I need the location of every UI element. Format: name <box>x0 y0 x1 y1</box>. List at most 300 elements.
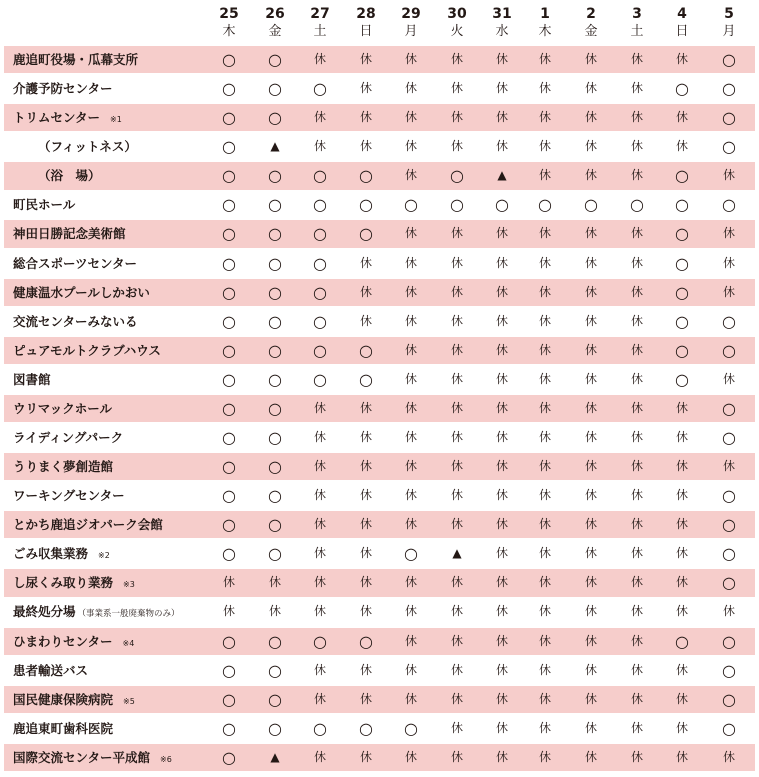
closed-status-text: 休 <box>359 604 372 619</box>
facility-name: 交流センターみないる <box>13 313 138 329</box>
weekday-label: 火 <box>450 24 464 39</box>
open-status-icon: ○ <box>313 282 327 302</box>
closed-status-text: 休 <box>450 488 463 503</box>
open-status-icon: ○ <box>722 486 736 506</box>
closed-status-text: 休 <box>538 430 551 445</box>
day-header <box>662 0 702 40</box>
closed-status-text: 休 <box>584 110 597 125</box>
day-header <box>571 0 611 40</box>
closed-status-text: 休 <box>538 546 551 561</box>
closed-status-text: 休 <box>313 488 326 503</box>
closed-status-text: 休 <box>450 749 463 764</box>
day-number: 25 <box>219 6 239 22</box>
closed-status-text: 休 <box>630 604 643 619</box>
closed-status-text: 休 <box>404 488 417 503</box>
closed-status-text: 休 <box>584 52 597 66</box>
table-row <box>4 598 755 625</box>
closed-status-text: 休 <box>495 110 508 125</box>
open-status-icon: ○ <box>268 486 282 506</box>
partial-status-icon: ▲ <box>270 139 280 154</box>
closed-status-text: 休 <box>495 662 508 677</box>
closed-status-text: 休 <box>584 720 597 735</box>
table-row <box>4 250 755 277</box>
closed-status-text: 休 <box>404 430 417 445</box>
closed-status-text: 休 <box>630 168 643 183</box>
closed-status-text: 休 <box>495 575 508 590</box>
day-header <box>209 0 249 40</box>
table-row <box>4 133 755 160</box>
open-status-icon: ○ <box>313 369 327 389</box>
table-row <box>4 104 755 131</box>
open-status-icon: ○ <box>222 631 236 651</box>
open-status-icon: ○ <box>222 544 236 564</box>
closed-status-text: 休 <box>404 284 417 299</box>
closed-status-text: 休 <box>450 226 463 241</box>
closed-status-text: 休 <box>268 575 281 590</box>
closed-status-text: 休 <box>495 81 508 96</box>
facility-label <box>13 395 112 422</box>
open-status-icon: ○ <box>450 166 464 186</box>
closed-status-text: 休 <box>630 488 643 503</box>
closed-status-text: 休 <box>450 517 463 532</box>
facility-label <box>13 104 122 131</box>
open-status-icon: ○ <box>268 428 282 448</box>
closed-status-text: 休 <box>404 52 417 66</box>
closed-status-text: 休 <box>630 81 643 96</box>
closed-status-text: 休 <box>495 633 508 648</box>
closed-status-text: 休 <box>722 604 735 619</box>
facility-label <box>13 424 123 451</box>
open-status-icon: ○ <box>222 79 236 99</box>
closed-status-text: 休 <box>538 633 551 648</box>
partial-status-icon: ▲ <box>270 749 280 764</box>
closed-status-text: 休 <box>675 604 688 619</box>
closed-status-text: 休 <box>675 749 688 764</box>
open-status-icon: ○ <box>222 166 236 186</box>
open-status-icon: ○ <box>222 689 236 709</box>
closed-status-text: 休 <box>495 488 508 503</box>
open-status-icon: ○ <box>268 108 282 128</box>
facility-label <box>13 686 135 713</box>
closed-status-text: 休 <box>630 662 643 677</box>
open-status-icon: ○ <box>313 195 327 215</box>
closed-status-text: 休 <box>584 430 597 445</box>
closed-status-text: 休 <box>404 226 417 241</box>
open-status-icon: ○ <box>222 311 236 331</box>
closed-status-text: 休 <box>359 81 372 96</box>
facility-label <box>13 250 137 277</box>
closed-status-text: 休 <box>675 517 688 532</box>
facility-schedule-table <box>4 46 755 773</box>
open-status-icon: ○ <box>722 137 736 157</box>
open-status-icon: ○ <box>268 195 282 215</box>
table-row <box>4 279 755 306</box>
closed-status-text: 休 <box>313 604 326 619</box>
open-status-icon: ○ <box>313 166 327 186</box>
closed-status-text: 休 <box>722 255 735 270</box>
table-row <box>4 366 755 393</box>
closed-status-text: 休 <box>584 342 597 357</box>
open-status-icon: ○ <box>222 398 236 418</box>
table-row <box>4 337 755 364</box>
open-status-icon: ○ <box>222 428 236 448</box>
closed-status-text: 休 <box>359 313 372 328</box>
facility-label <box>13 337 161 364</box>
open-status-icon: ○ <box>722 428 736 448</box>
open-status-icon: ○ <box>222 108 236 128</box>
closed-status-text: 休 <box>495 313 508 328</box>
closed-status-text: 休 <box>450 139 463 154</box>
closed-status-text: 休 <box>538 342 551 357</box>
facility-label <box>38 133 137 160</box>
footnote-marker: ※1 <box>110 115 122 125</box>
closed-status-text: 休 <box>404 517 417 532</box>
open-status-icon: ○ <box>222 369 236 389</box>
facility-label <box>13 540 110 567</box>
open-status-icon: ○ <box>268 224 282 244</box>
closed-status-text: 休 <box>359 52 372 66</box>
open-status-icon: ○ <box>359 166 373 186</box>
day-header <box>482 0 522 40</box>
closed-status-text: 休 <box>495 284 508 299</box>
table-row <box>4 191 755 218</box>
closed-status-text: 休 <box>538 81 551 96</box>
closed-status-text: 休 <box>584 488 597 503</box>
table-row <box>4 308 755 335</box>
facility-name: 患者輸送バス <box>13 662 89 678</box>
closed-status-text: 休 <box>450 342 463 357</box>
open-status-icon: ○ <box>268 369 282 389</box>
closed-status-text: 休 <box>675 52 688 66</box>
open-status-icon: ○ <box>722 398 736 418</box>
closed-status-text: 休 <box>722 459 735 474</box>
facility-name: ライディングパーク <box>13 430 124 446</box>
closed-status-text: 休 <box>630 546 643 561</box>
table-row <box>4 482 755 509</box>
closed-status-text: 休 <box>450 313 463 328</box>
closed-status-text: 休 <box>495 52 508 66</box>
closed-status-text: 休 <box>584 604 597 619</box>
open-status-icon: ○ <box>495 195 509 215</box>
closed-status-text: 休 <box>630 720 643 735</box>
closed-status-text: 休 <box>313 749 326 764</box>
open-status-icon: ○ <box>222 747 236 767</box>
facility-name: うりまく夢創造館 <box>13 459 114 475</box>
closed-status-text: 休 <box>450 633 463 648</box>
open-status-icon: ○ <box>222 457 236 477</box>
facility-label <box>13 598 180 625</box>
closed-status-text: 休 <box>675 575 688 590</box>
facility-label <box>13 308 138 335</box>
closed-status-text: 休 <box>313 575 326 590</box>
weekday-label: 木 <box>222 24 236 39</box>
facility-name: 町民ホール <box>13 197 76 213</box>
facility-label <box>13 482 125 509</box>
facility-label <box>13 75 113 102</box>
closed-status-text: 休 <box>404 139 417 154</box>
open-status-icon: ○ <box>222 282 236 302</box>
open-status-icon: ○ <box>268 660 282 680</box>
open-status-icon: ○ <box>268 50 282 69</box>
open-status-icon: ○ <box>222 340 236 360</box>
closed-status-text: 休 <box>450 662 463 677</box>
open-status-icon: ○ <box>675 631 689 651</box>
facility-subnote: （事業系一般廃棄物のみ） <box>77 609 180 620</box>
closed-status-text: 休 <box>359 430 372 445</box>
footnote-marker: ※2 <box>98 551 110 561</box>
facility-name: トリムセンター <box>13 110 101 126</box>
facility-name: 国際交流センター平成館 <box>13 749 151 765</box>
closed-status-text: 休 <box>722 168 735 183</box>
closed-status-text: 休 <box>538 139 551 154</box>
open-status-icon: ○ <box>268 544 282 564</box>
closed-status-text: 休 <box>495 255 508 270</box>
table-row <box>4 46 755 73</box>
closed-status-text: 休 <box>630 691 643 706</box>
closed-status-text: 休 <box>675 662 688 677</box>
weekday-label: 月 <box>404 24 418 39</box>
open-status-icon: ○ <box>630 195 644 215</box>
open-status-icon: ○ <box>722 631 736 651</box>
day-number: 27 <box>310 6 330 22</box>
closed-status-text: 休 <box>538 284 551 299</box>
closed-status-text: 休 <box>630 749 643 764</box>
weekday-label: 月 <box>722 24 736 39</box>
closed-status-text: 休 <box>404 400 417 415</box>
open-status-icon: ○ <box>268 340 282 360</box>
table-row <box>4 75 755 102</box>
closed-status-text: 休 <box>359 517 372 532</box>
closed-status-text: 休 <box>630 517 643 532</box>
open-status-icon: ○ <box>359 195 373 215</box>
closed-status-text: 休 <box>584 371 597 386</box>
facility-name: 鹿追町役場・瓜幕支所 <box>13 52 139 67</box>
closed-status-text: 休 <box>630 313 643 328</box>
weekday-label: 土 <box>630 24 644 39</box>
closed-status-text: 休 <box>538 575 551 590</box>
day-number: 3 <box>632 6 642 22</box>
closed-status-text: 休 <box>359 488 372 503</box>
closed-status-text: 休 <box>538 459 551 474</box>
facility-label <box>38 162 101 189</box>
closed-status-text: 休 <box>495 139 508 154</box>
closed-status-text: 休 <box>630 575 643 590</box>
closed-status-text: 休 <box>722 371 735 386</box>
open-status-icon: ○ <box>268 79 282 99</box>
open-status-icon: ○ <box>222 195 236 215</box>
closed-status-text: 休 <box>450 371 463 386</box>
open-status-icon: ○ <box>722 689 736 709</box>
closed-status-text: 休 <box>359 691 372 706</box>
table-row <box>4 569 755 596</box>
closed-status-text: 休 <box>359 255 372 270</box>
closed-status-text: 休 <box>584 81 597 96</box>
closed-status-text: 休 <box>450 81 463 96</box>
closed-status-text: 休 <box>495 400 508 415</box>
facility-label <box>13 511 163 538</box>
footnote-marker: ※5 <box>123 696 135 706</box>
table-row <box>4 715 755 742</box>
closed-status-text: 休 <box>538 371 551 386</box>
open-status-icon: ○ <box>722 108 736 128</box>
closed-status-text: 休 <box>584 168 597 183</box>
closed-status-text: 休 <box>495 430 508 445</box>
day-header <box>255 0 295 40</box>
closed-status-text: 休 <box>538 110 551 125</box>
closed-status-text: 休 <box>359 749 372 764</box>
open-status-icon: ○ <box>675 340 689 360</box>
closed-status-text: 休 <box>495 604 508 619</box>
date-header <box>0 0 759 46</box>
closed-status-text: 休 <box>722 749 735 764</box>
closed-status-text: 休 <box>268 604 281 619</box>
closed-status-text: 休 <box>630 430 643 445</box>
day-header <box>391 0 431 40</box>
table-row <box>4 628 755 655</box>
closed-status-text: 休 <box>359 575 372 590</box>
weekday-label: 土 <box>313 24 327 39</box>
day-number: 5 <box>724 6 734 22</box>
closed-status-text: 休 <box>584 691 597 706</box>
facility-name: 総合スポーツセンター <box>13 255 138 271</box>
closed-status-text: 休 <box>538 255 551 270</box>
closed-status-text: 休 <box>584 517 597 532</box>
open-status-icon: ○ <box>675 369 689 389</box>
day-number: 28 <box>356 6 376 22</box>
footnote-marker: ※4 <box>122 638 135 648</box>
closed-status-text: 休 <box>584 226 597 241</box>
facility-name: 国民健康保険病院 <box>13 691 114 707</box>
closed-status-text: 休 <box>584 313 597 328</box>
open-status-icon: ○ <box>675 79 689 99</box>
facility-name: 介護予防センター <box>13 81 113 97</box>
closed-status-text: 休 <box>495 749 508 764</box>
day-header <box>300 0 340 40</box>
closed-status-text: 休 <box>450 284 463 299</box>
open-status-icon: ○ <box>222 50 236 69</box>
open-status-icon: ○ <box>722 340 736 360</box>
closed-status-text: 休 <box>359 110 372 125</box>
open-status-icon: ○ <box>722 50 736 69</box>
open-status-icon: ○ <box>313 718 327 738</box>
open-status-icon: ○ <box>268 631 282 651</box>
open-status-icon: ○ <box>268 166 282 186</box>
weekday-label: 日 <box>359 24 373 39</box>
footnote-marker: ※3 <box>123 580 135 590</box>
open-status-icon: ○ <box>313 253 327 273</box>
closed-status-text: 休 <box>630 284 643 299</box>
closed-status-text: 休 <box>584 633 597 648</box>
open-status-icon: ○ <box>268 398 282 418</box>
facility-name: ウリマックホール <box>13 400 113 416</box>
open-status-icon: ○ <box>450 195 464 215</box>
closed-status-text: 休 <box>538 604 551 619</box>
facility-name: （浴 場） <box>38 168 101 184</box>
closed-status-text: 休 <box>675 430 688 445</box>
facility-label <box>13 569 135 596</box>
day-header <box>709 0 749 40</box>
open-status-icon: ○ <box>222 253 236 273</box>
facility-label <box>13 453 113 480</box>
closed-status-text: 休 <box>495 342 508 357</box>
closed-status-text: 休 <box>675 110 688 125</box>
open-status-icon: ○ <box>359 340 373 360</box>
closed-status-text: 休 <box>450 720 463 735</box>
closed-status-text: 休 <box>404 691 417 706</box>
facility-label <box>13 657 88 684</box>
closed-status-text: 休 <box>584 749 597 764</box>
weekday-label: 日 <box>675 24 689 39</box>
closed-status-text: 休 <box>495 720 508 735</box>
closed-status-text: 休 <box>675 691 688 706</box>
facility-label <box>13 46 138 73</box>
closed-status-text: 休 <box>404 662 417 677</box>
facility-name: ワーキングセンター <box>13 488 125 504</box>
closed-status-text: 休 <box>404 342 417 357</box>
table-row <box>4 220 755 247</box>
table-row <box>4 453 755 480</box>
open-status-icon: ○ <box>404 195 418 215</box>
closed-status-text: 休 <box>359 459 372 474</box>
closed-status-text: 休 <box>630 226 643 241</box>
closed-status-text: 休 <box>495 459 508 474</box>
closed-status-text: 休 <box>538 749 551 764</box>
open-status-icon: ○ <box>722 195 736 215</box>
closed-status-text: 休 <box>538 488 551 503</box>
day-number: 29 <box>401 6 421 22</box>
day-number: 30 <box>447 6 467 22</box>
open-status-icon: ○ <box>313 79 327 99</box>
closed-status-text: 休 <box>584 575 597 590</box>
closed-status-text: 休 <box>450 459 463 474</box>
day-number: 1 <box>540 6 550 22</box>
closed-status-text: 休 <box>630 139 643 154</box>
closed-status-text: 休 <box>630 371 643 386</box>
open-status-icon: ○ <box>359 718 373 738</box>
day-number: 4 <box>677 6 687 22</box>
open-status-icon: ○ <box>222 515 236 535</box>
facility-label <box>13 628 134 655</box>
closed-status-text: 休 <box>404 81 417 96</box>
facility-name: ピュアモルトクラブハウス <box>13 342 161 358</box>
footnote-marker: ※6 <box>160 754 172 764</box>
open-status-icon: ○ <box>222 660 236 680</box>
closed-status-text: 休 <box>359 139 372 154</box>
closed-status-text: 休 <box>404 168 417 183</box>
open-status-icon: ○ <box>722 573 736 593</box>
closed-status-text: 休 <box>313 400 326 415</box>
facility-name: 最終処分場 <box>13 604 76 620</box>
closed-status-text: 休 <box>538 400 551 415</box>
closed-status-text: 休 <box>359 662 372 677</box>
closed-status-text: 休 <box>404 371 417 386</box>
open-status-icon: ○ <box>722 660 736 680</box>
closed-status-text: 休 <box>538 720 551 735</box>
open-status-icon: ○ <box>722 79 736 99</box>
closed-status-text: 休 <box>495 546 508 561</box>
closed-status-text: 休 <box>404 575 417 590</box>
day-number: 2 <box>586 6 596 22</box>
closed-status-text: 休 <box>495 517 508 532</box>
closed-status-text: 休 <box>675 459 688 474</box>
table-row <box>4 686 755 713</box>
open-status-icon: ○ <box>268 515 282 535</box>
closed-status-text: 休 <box>538 168 551 183</box>
open-status-icon: ○ <box>722 718 736 738</box>
closed-status-text: 休 <box>359 546 372 561</box>
closed-status-text: 休 <box>450 255 463 270</box>
facility-name: （フィットネス） <box>38 139 137 155</box>
